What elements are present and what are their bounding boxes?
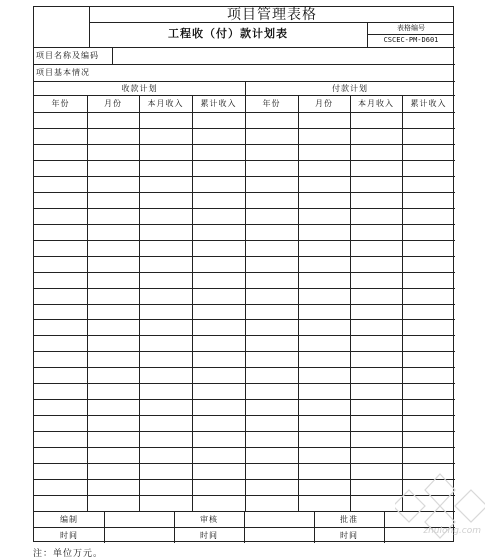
column-header: 本月收入 xyxy=(358,99,394,108)
table-row xyxy=(34,256,455,257)
prepare-time-label: 时间 xyxy=(60,531,78,540)
table-row xyxy=(34,240,455,241)
review-label: 审核 xyxy=(200,515,218,524)
column-header: 月份 xyxy=(315,99,333,108)
column-header: 月份 xyxy=(104,99,122,108)
table-row xyxy=(34,431,455,432)
table-row xyxy=(34,479,455,480)
grid-column-line xyxy=(402,95,403,511)
project-info-label: 项目基本情况 xyxy=(36,68,90,77)
grid-column-line xyxy=(87,95,88,511)
table-row xyxy=(34,176,455,177)
form-title: 工程收（付）款计划表 xyxy=(168,27,288,40)
table-row xyxy=(34,415,455,416)
table-row xyxy=(34,351,455,352)
table-row xyxy=(34,144,455,145)
table-row xyxy=(34,192,455,193)
table-row xyxy=(34,399,455,400)
column-header: 年份 xyxy=(51,99,70,108)
table-row xyxy=(34,367,455,368)
main-title: 项目管理表格 xyxy=(227,7,317,23)
footer-divider-1 xyxy=(104,511,105,543)
form-code-label: 表格编号 xyxy=(397,24,425,32)
table-row xyxy=(34,288,455,289)
receive-plan-label: 收款计划 xyxy=(121,84,158,93)
column-header: 本月收入 xyxy=(147,99,184,108)
table-row xyxy=(34,383,455,384)
table-row xyxy=(34,319,455,320)
form-code: CSCEC-PM-D601 xyxy=(383,36,439,44)
column-header: 累计收入 xyxy=(200,99,237,108)
table-row xyxy=(34,160,455,161)
grid-column-line xyxy=(298,95,299,511)
footer-divider-3 xyxy=(244,511,245,543)
info-top-line xyxy=(34,47,455,48)
grid-column-line xyxy=(139,95,140,511)
column-header: 累计收入 xyxy=(410,99,447,108)
footer-divider-5 xyxy=(384,511,385,543)
table-row xyxy=(34,304,455,305)
watermark-text: zhulong.com xyxy=(423,526,481,536)
table-row xyxy=(34,335,455,336)
header-code-split xyxy=(367,34,454,35)
table-row xyxy=(34,463,455,464)
table-row xyxy=(34,128,455,129)
form-sheet xyxy=(33,6,454,542)
approve-time-label: 时间 xyxy=(340,531,358,540)
table-row xyxy=(34,272,455,273)
table-row xyxy=(34,495,455,496)
column-header: 年份 xyxy=(262,99,281,108)
table-row xyxy=(34,224,455,225)
info-mid-line xyxy=(34,64,455,65)
info-label-divider xyxy=(112,47,113,64)
table-row xyxy=(34,208,455,209)
grid-column-line xyxy=(192,95,193,511)
unit-note: 注：单位万元。 xyxy=(33,549,104,559)
pay-plan-label: 付款计划 xyxy=(332,84,368,93)
approve-label: 批准 xyxy=(340,515,358,524)
table-row xyxy=(34,447,455,448)
project-name-label: 项目名称及编码 xyxy=(36,51,99,60)
review-time-label: 时间 xyxy=(200,531,218,540)
prepare-label: 编制 xyxy=(60,515,78,524)
grid-column-line xyxy=(350,95,351,511)
